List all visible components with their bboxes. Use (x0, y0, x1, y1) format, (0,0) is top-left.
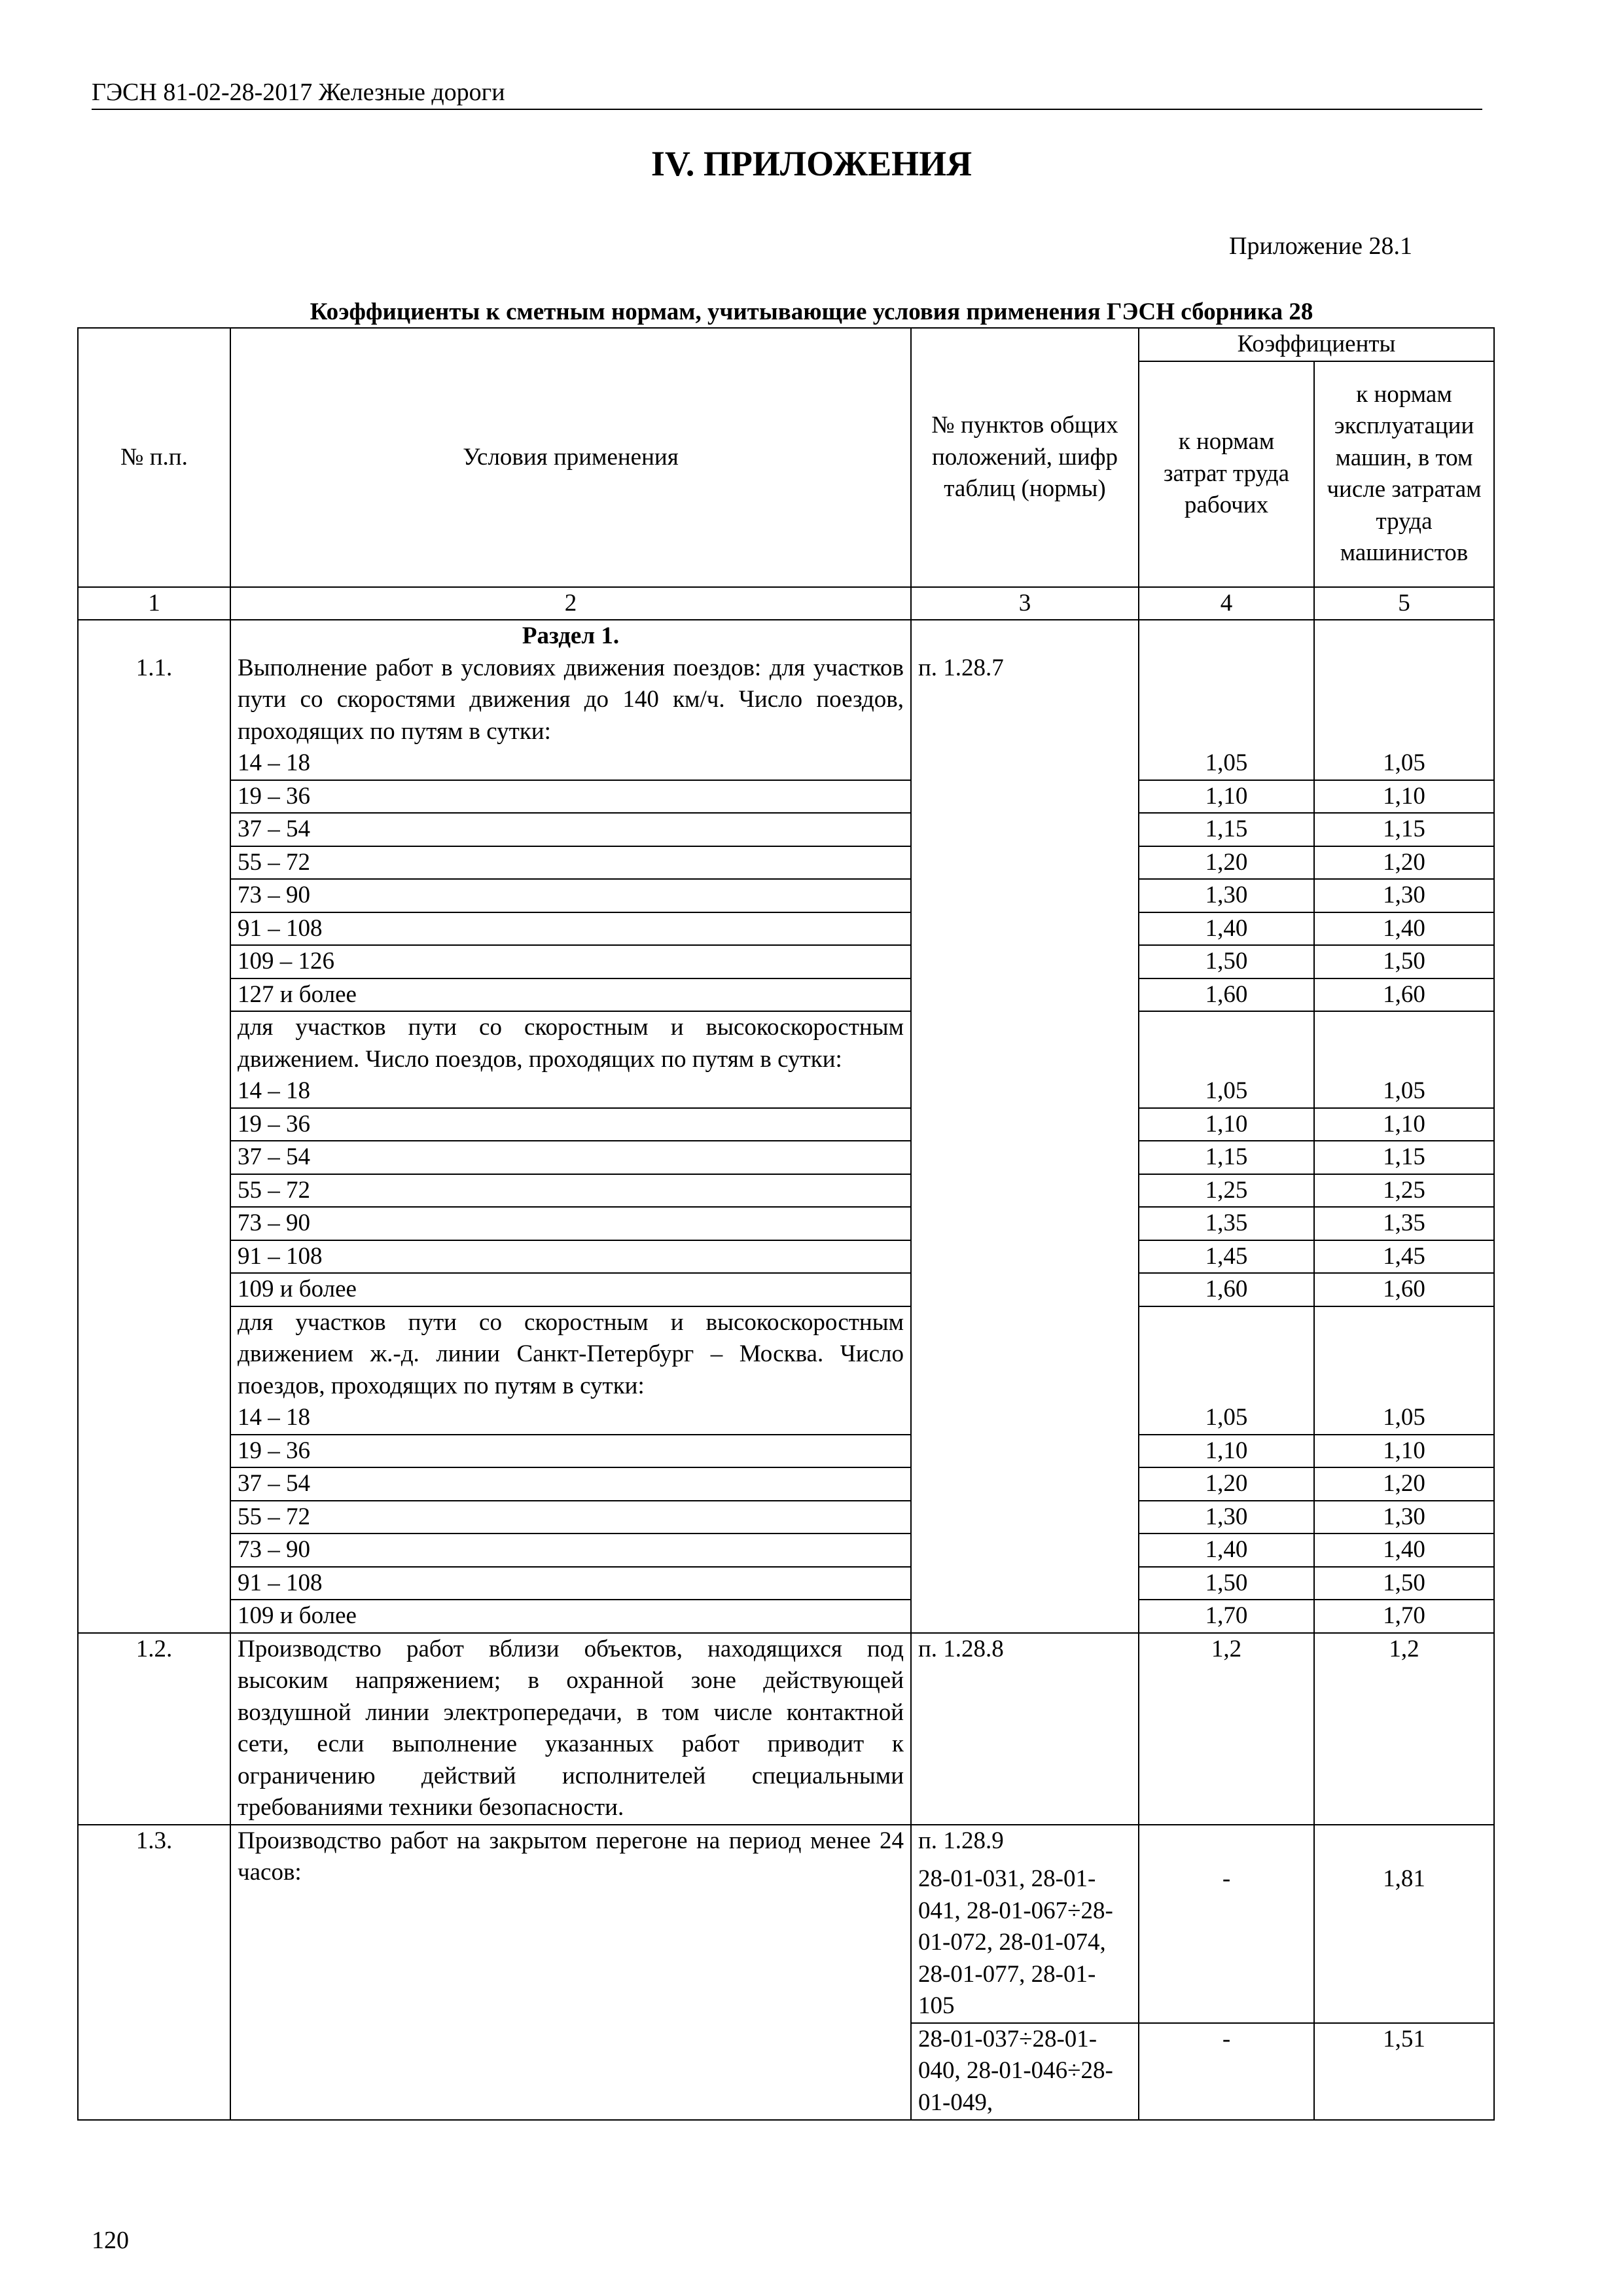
item-text: Производство работ на закрытом перегоне на период менее 24 часов: (230, 1825, 911, 2120)
item-ref: п. 1.28.8 (911, 1633, 1139, 1825)
col-number: 3 (911, 587, 1139, 620)
table-row: 1.3. Производство работ на закрытом перегоне на период менее 24 часов: п. 1.28.9 28-01-031, 28-01-041, 28-01-067÷28-01-072, 28-01-074, 28-01-077, 28-01-105 - 1,81 (78, 1825, 1494, 2023)
table-row: 73 – 90 1,35 1,35 (78, 1207, 1494, 1240)
table-row: 55 – 72 1,25 1,25 (78, 1174, 1494, 1208)
header-num: № п.п. (78, 328, 230, 587)
header-coefficients: Коэффициенты (1139, 328, 1494, 361)
item-ref: п. 1.28.7 (911, 620, 1139, 747)
table-row: 91 – 108 1,45 1,45 (78, 1240, 1494, 1274)
table-row: 91 – 108 1,50 1,50 (78, 1567, 1494, 1600)
table-row: 55 – 72 1,30 1,30 (78, 1501, 1494, 1534)
running-header: ГЭСН 81-02-28-2017 Железные дороги (92, 77, 1482, 110)
group-intro: для участков пути со скоростным и высокоскоростным движением. Число поездов, проходящих по путям в сутки: (230, 1011, 911, 1075)
table-row: 14 – 18 1,05 1,05 (78, 1075, 1494, 1108)
table-row: 19 – 36 1,10 1,10 (78, 1108, 1494, 1141)
header-machines: к нормам эксплуатации машин, в том числе затратам труда машинистов (1314, 361, 1494, 587)
header-labor: к нормам затрат труда рабочих (1139, 361, 1314, 587)
item-text: Раздел 1. Выполнение работ в условиях движения поездов: для участков пути со скоростями движения до 140 км/ч. Число поездов, проходящих по путям в сутки: (230, 620, 911, 747)
item-number: 1.2. (78, 1633, 230, 1825)
table-row: 109 – 126 1,50 1,50 (78, 945, 1494, 978)
table-row: 14 – 18 1,05 1,05 (78, 1402, 1494, 1435)
table-row: 28-01-037÷28-01-040, 28-01-046÷28-01-049, - 1,51 (78, 2023, 1494, 2120)
col-number: 1 (78, 587, 230, 620)
header-conditions: Условия применения (230, 328, 911, 587)
table-row: 14 – 18 1,05 1,05 (78, 747, 1494, 780)
section-title: Раздел 1. (522, 622, 620, 649)
table-row: 109 и более 1,60 1,60 (78, 1273, 1494, 1306)
col-number: 5 (1314, 587, 1494, 620)
item-number: 1.3. (78, 1825, 230, 2120)
page-title: IV. ПРИЛОЖЕНИЯ (651, 144, 972, 183)
item-text: Производство работ вблизи объектов, находящихся под высоким напряжением; в охранной зоне действующей воздушной линии электропередачи, в том числе контактной сети, если выполнение указанных работ приводит к ограничению действий исполнителей специальными требованиями техники безопасности. (230, 1633, 911, 1825)
coefficients-table (77, 327, 1495, 2121)
page-number: 120 (92, 2227, 129, 2254)
appendix-label: Приложение 28.1 (1229, 232, 1412, 260)
table-caption: Коэффициенты к сметным нормам, учитывающие условия применения ГЭСН сборника 28 (310, 298, 1313, 325)
table-row: 127 и более 1,60 1,60 (78, 978, 1494, 1012)
table-row: 37 – 54 1,15 1,15 (78, 813, 1494, 846)
column-numbers-row (78, 587, 1494, 620)
table-row: 109 и более 1,70 1,70 (78, 1600, 1494, 1633)
table-row: 73 – 90 1,30 1,30 (78, 879, 1494, 912)
header-points: № пунктов общих положений, шифр таблиц (нормы) (911, 328, 1139, 587)
table-row: 91 – 108 1,40 1,40 (78, 912, 1494, 946)
table-row: 55 – 72 1,20 1,20 (78, 846, 1494, 880)
table-row: 37 – 54 1,15 1,15 (78, 1141, 1494, 1174)
table-row: 19 – 36 1,10 1,10 (78, 1435, 1494, 1468)
item-ref: п. 1.28.9 28-01-031, 28-01-041, 28-01-067÷28-01-072, 28-01-074, 28-01-077, 28-01-105 (911, 1825, 1139, 2023)
group-intro: для участков пути со скоростным и высокоскоростным движением ж.-д. линии Санкт-Петербург – Москва. Число поездов, проходящих по путям в сутки: (230, 1306, 911, 1403)
table-row: 37 – 54 1,20 1,20 (78, 1467, 1494, 1501)
table-row: 73 – 90 1,40 1,40 (78, 1534, 1494, 1567)
col-number: 2 (230, 587, 911, 620)
item-ref: 28-01-037÷28-01-040, 28-01-046÷28-01-049, (911, 2023, 1139, 2120)
item-number: 1.1. (78, 620, 230, 747)
table-row: 19 – 36 1,10 1,10 (78, 780, 1494, 814)
table-row: 1.2. Производство работ вблизи объектов, находящихся под высоким напряжением; в охранной зоне действующей воздушной линии электропередачи, в том числе контактной сети, если выполнение указанных работ приводит к ограничению действий исполнителей специальными требованиями техники безопасности. п. 1.28.8 1,2 1,2 (78, 1633, 1494, 1825)
col-number: 4 (1139, 587, 1314, 620)
